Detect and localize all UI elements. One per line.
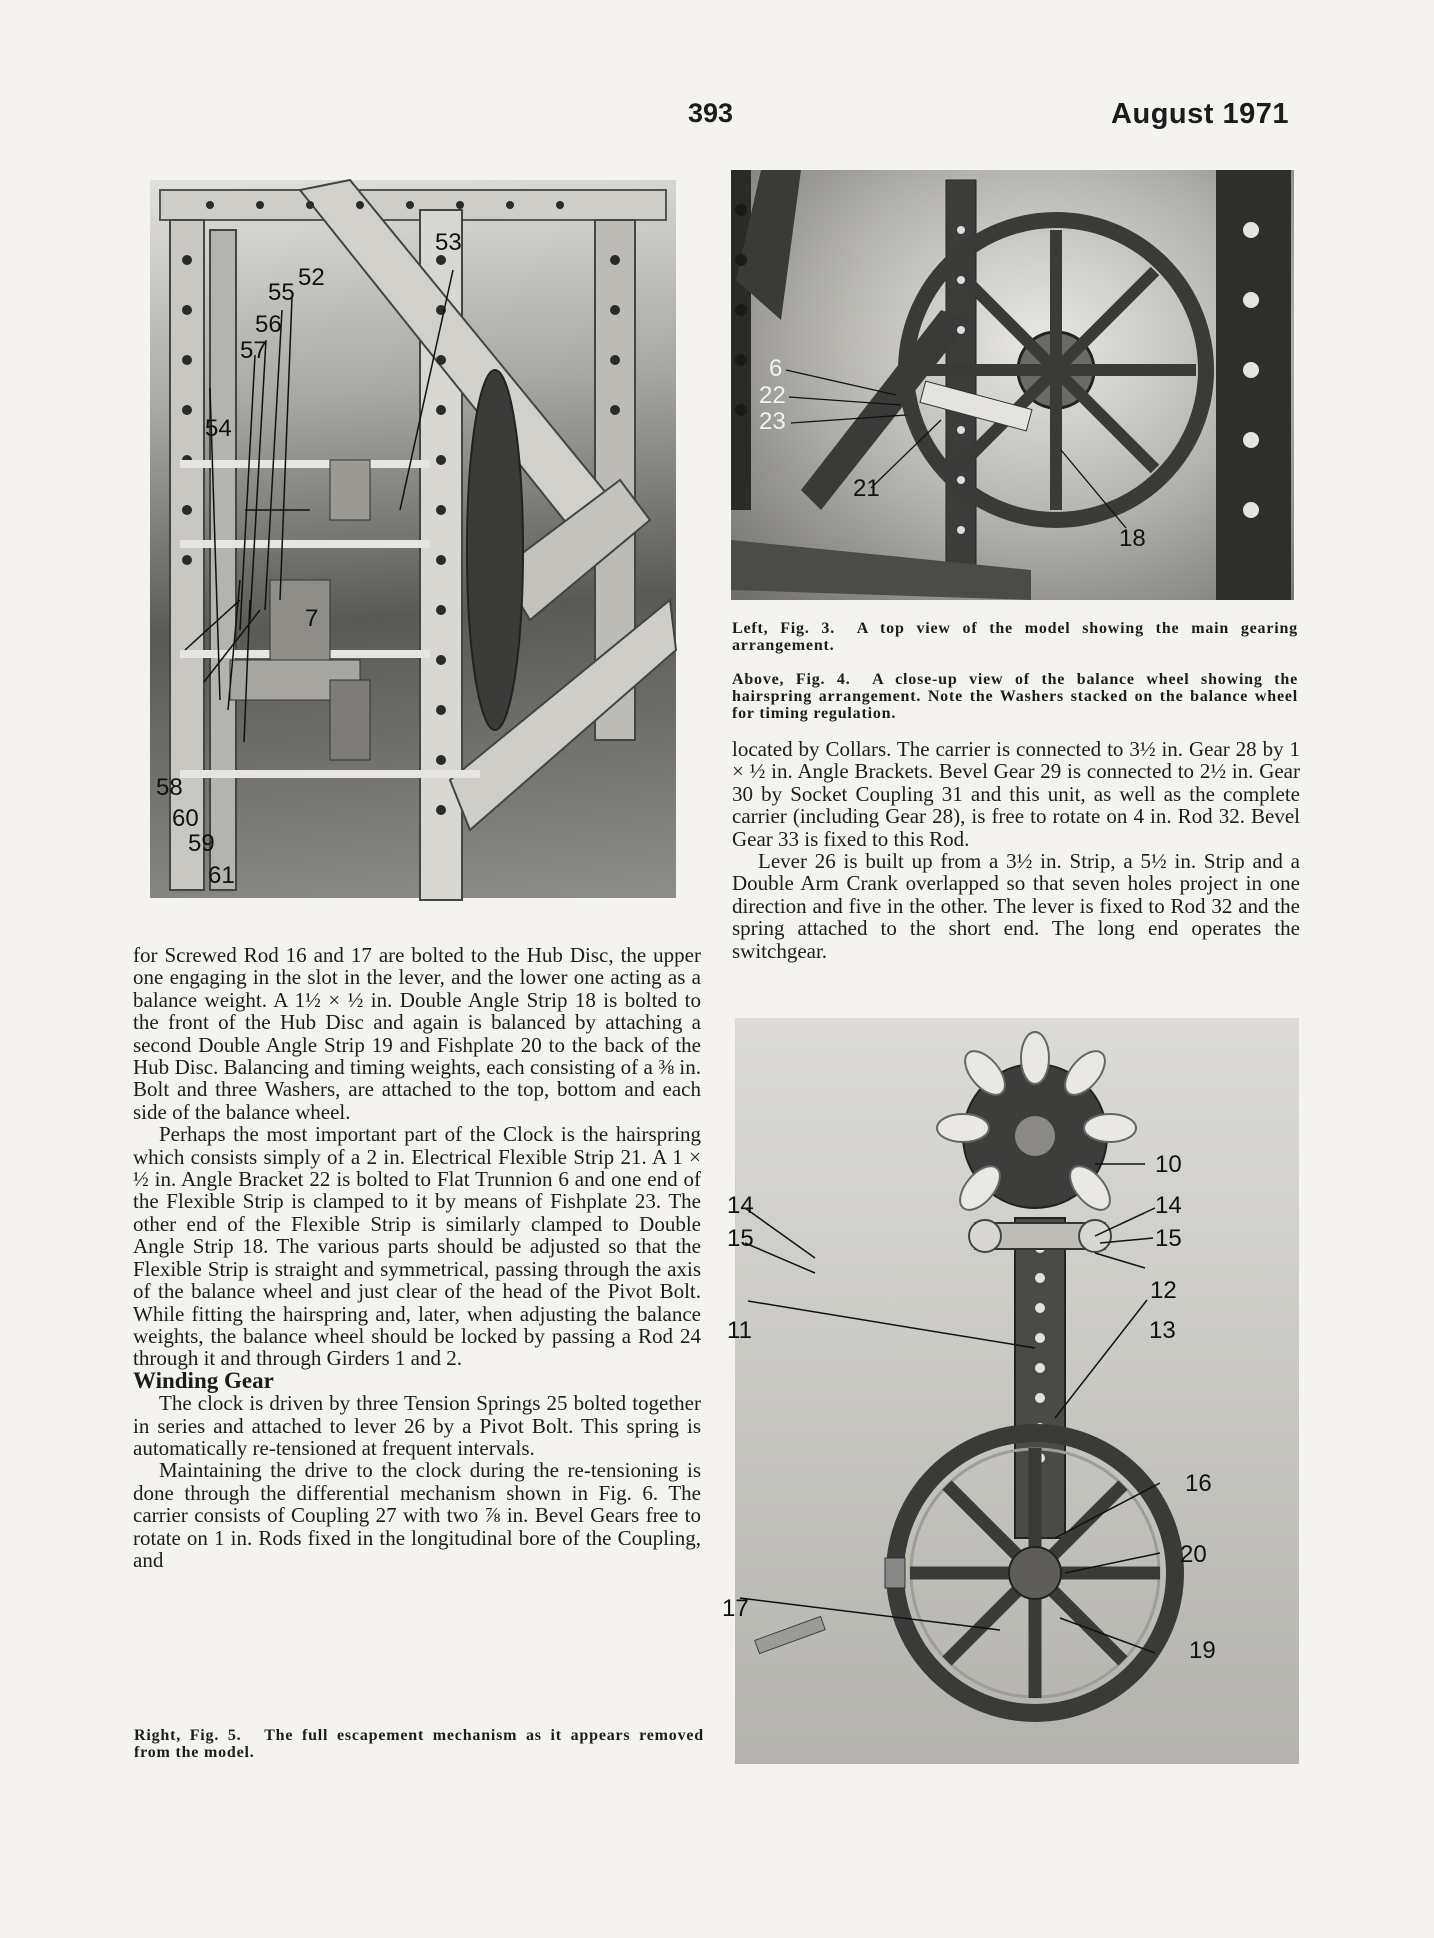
- fig5-caption-label: Right, Fig. 5.: [134, 1727, 242, 1744]
- fig3-callout-61: 61: [208, 862, 235, 889]
- fig5-callout-11: 11: [727, 1317, 752, 1344]
- fig4-callout-6: 6: [769, 355, 783, 382]
- fig5-callout-14-right: 14: [1155, 1192, 1182, 1219]
- fig3-caption: [732, 620, 1298, 654]
- fig5-callout-14-left: 14: [727, 1192, 754, 1219]
- fig5-photo: [722, 1018, 1299, 1764]
- fig3-callout-57: 57: [240, 337, 267, 364]
- left-paragraph-1: for Screwed Rod 16 and 17 are bolted to the Hub Disc, the upper one engaging in the slot in the lever, and the lower one acting as a balance weight. A 1½ × ½ in. Double Angle Strip 18 is bolted to the front of the Hub Disc and again is balanced by attaching a second Double Angle Strip 19 and Fishplate 20 to the back of the Hub Disc. Balancing and timing weights, each consisting of a ⅜ in. Bolt and three Washers, are attached to the top, bottom and each side of the balance wheel.: [133, 943, 701, 1124]
- fig3-photo: [150, 180, 676, 898]
- left-paragraph-4: Maintaining the drive to the clock during the re-tensioning is done through the differential mechanism shown in Fig. 6. The carrier consists of Coupling 27 with two ⅞ in. Bevel Gears free to rotate on 1 in. Rods fixed in the longitudinal bore of the Coupling, and: [133, 1458, 701, 1572]
- fig3-illustration: [150, 180, 676, 898]
- fig4-caption-text: A close-up view of the balance wheel showing the hairspring arrangement. Note the Washers stacked on the balance wheel for timing regulation.: [732, 671, 1298, 722]
- right-paragraph-1: located by Collars. The carrier is connected to 3½ in. Gear 28 by 1 × ½ in. Angle Brackets. Bevel Gear 29 is connected to 2½ in. Gear 30 by Socket Coupling 31 and this unit, as well as the complete carrier (including Gear 28), is free to rotate on 4 in. Rod 32. Bevel Gear 33 is fixed to this Rod.: [732, 737, 1300, 851]
- fig3-callout-60: 60: [172, 805, 199, 832]
- fig4-callout-23: 23: [759, 408, 786, 435]
- fig5-callout-12: 12: [1150, 1277, 1177, 1304]
- fig5-callout-15-right: 15: [1155, 1225, 1182, 1252]
- issue-date: August 1971: [1111, 98, 1289, 130]
- fig5-caption: [134, 1727, 704, 1761]
- fig4-callout-22: 22: [759, 382, 786, 409]
- fig3-caption-text: A top view of the model showing the main gearing arrangement.: [732, 620, 1298, 654]
- fig5-callout-17: 17: [722, 1595, 749, 1622]
- left-column-text: [133, 944, 701, 1571]
- right-column-text: [732, 738, 1300, 962]
- fig5-callout-16: 16: [1185, 1470, 1212, 1497]
- fig4-callout-21: 21: [853, 475, 880, 502]
- fig5-illustration: [722, 1018, 1299, 1764]
- section-heading-winding-gear: Winding Gear: [133, 1367, 274, 1393]
- fig3-callout-55: 55: [268, 279, 295, 306]
- fig5-callout-15-left: 15: [727, 1225, 754, 1252]
- fig4-callout-18: 18: [1119, 525, 1146, 552]
- fig3-caption-label: Left, Fig. 3.: [732, 620, 836, 637]
- fig5-caption-text: The full escapement mechanism as it appears removed from the model.: [134, 1727, 704, 1761]
- right-paragraph-2: Lever 26 is built up from a 3½ in. Strip, a 5½ in. Strip and a Double Arm Crank overlapped so that seven holes project in one direction and five in the other. The lever is fixed to Rod 32 and the spring attached to the short end. The long end operates the switchgear.: [732, 849, 1300, 963]
- fig3-callout-58: 58: [156, 774, 183, 801]
- fig5-callout-19: 19: [1189, 1637, 1216, 1664]
- fig5-callout-13: 13: [1149, 1317, 1176, 1344]
- fig3-callout-7: 7: [305, 605, 319, 632]
- fig5-callout-20: 20: [1180, 1541, 1207, 1568]
- fig3-callout-59: 59: [188, 830, 215, 857]
- fig4-illustration: [731, 170, 1294, 600]
- fig3-callout-54: 54: [205, 415, 232, 442]
- fig3-callout-56: 56: [255, 311, 282, 338]
- left-paragraph-3: The clock is driven by three Tension Springs 25 bolted together in series and attached to lever 26 by a Pivot Bolt. This spring is automatically re-tensioned at frequent intervals.: [133, 1391, 701, 1460]
- fig3-callout-53: 53: [435, 229, 462, 256]
- fig3-callout-52: 52: [298, 264, 325, 291]
- fig5-callout-10: 10: [1155, 1151, 1182, 1178]
- fig4-caption-label: Above, Fig. 4.: [732, 671, 851, 688]
- fig4-photo: [731, 170, 1294, 600]
- page-number: 393: [688, 98, 734, 128]
- fig4-caption: [732, 671, 1298, 722]
- left-paragraph-2: Perhaps the most important part of the Clock is the hairspring which consists simply of a 2 in. Electrical Flexible Strip 21. A 1 × ½ in. Angle Bracket 22 is bolted to Flat Trunnion 6 and one end of the Flexible Strip is clamped to it by means of Fishplate 23. The other end of the Flexible Strip is similarly clamped to Double Angle Strip 18. The various parts should be adjusted so that the Flexible Strip is straight and symmetrical, passing through the axis of the balance wheel and just clear of the head of the Pivot Bolt. While fitting the hairspring and, later, when adjusting the balance weights, the balance wheel should be locked by passing a Rod 24 through it and through Girders 1 and 2.: [133, 1122, 701, 1371]
